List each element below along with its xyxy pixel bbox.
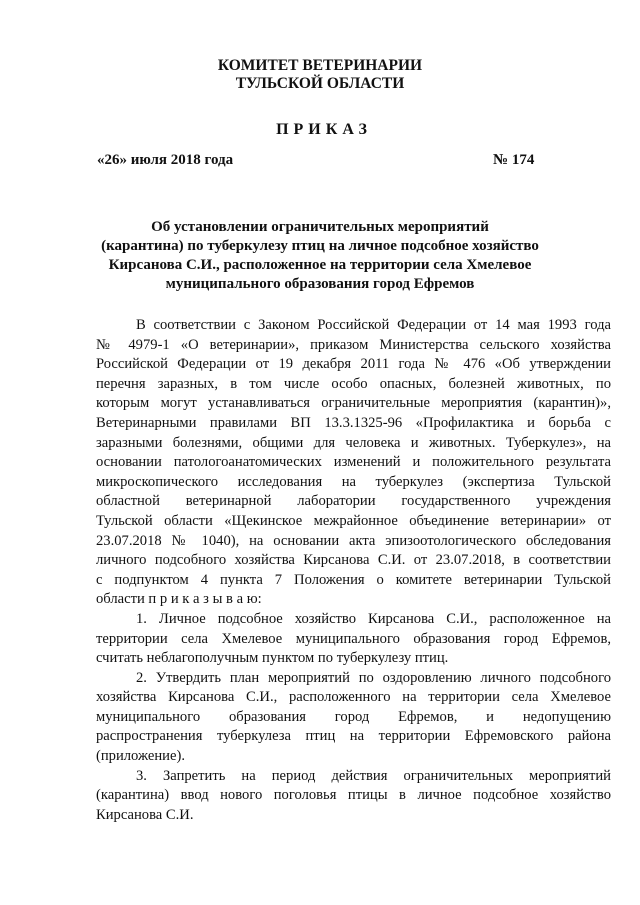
item-3-paragraph — [96, 767, 611, 826]
body-line: 2. Утвердить план мероприятий по оздоровлению личного подсобного — [136, 669, 611, 686]
body-line: хозяйства Кирсанова С.И., расположенного на территории села Хмелевое — [96, 689, 611, 706]
body-line: считать неблагополучным пунктом по туберкулезу птиц. — [96, 650, 449, 667]
body-line: перечня заразных, в том числе особо опасных, болезней животных, по — [96, 375, 611, 392]
body-line: (приложение). — [96, 748, 185, 765]
subject-line: муниципального образования город Ефремов — [165, 276, 475, 292]
body-line: 3. Запретить на период действия ограничительных мероприятий — [136, 767, 611, 784]
body-line: 23.07.2018 № 1040), на основании акта эпизоотологического обследования — [96, 532, 611, 549]
organization-name-line1: КОМИТЕТ ВЕТЕРИНАРИИ — [217, 57, 423, 74]
body-line: микроскопического исследования на туберкулез (экспертиза Тульской — [96, 473, 611, 490]
body-line: территории села Хмелевое муниципального образования город Ефремов, — [96, 630, 611, 647]
body-line: (карантина) ввод нового поголовья птицы в личное подсобное хозяйство — [96, 787, 611, 804]
document-body — [96, 316, 611, 825]
body-line: области п р и к а з ы в а ю: — [96, 591, 262, 608]
body-line: Ветеринарными правилами ВП 13.3.1325-96 «Профилактика и борьба с — [96, 414, 611, 431]
body-line: которым могут устанавливаться ограничительные мероприятия (карантин)», — [96, 395, 611, 412]
body-line: В соответствии с Законом Российской Федерации от 14 мая 1993 года — [136, 317, 611, 333]
body-line: Кирсанова С.И. — [96, 806, 194, 823]
document-subject — [0, 218, 640, 294]
body-line: 1. Личное подсобное хозяйство Кирсанова С.И., расположенное на — [136, 610, 611, 627]
body-line: личного подсобного хозяйства Кирсанова С.И. от 23.07.2018, в соответствии — [96, 552, 611, 569]
document-type: ПРИКАЗ — [276, 121, 372, 138]
item-2-paragraph — [96, 669, 611, 767]
body-line: Тульской области «Щекинское межрайонное объединение ветеринарии» от — [96, 512, 611, 529]
body-line: распространения туберкулеза птиц на территории Ефремовского района — [96, 728, 611, 745]
subject-line: (карантина) по туберкулезу птиц на личное подсобное хозяйство — [101, 238, 539, 254]
body-line: основании патологоанатомических изменений и положительного результата — [96, 454, 611, 471]
subject-line: Кирсанова С.И., расположенное на территории села Хмелевое — [108, 257, 532, 273]
body-line: областной ветеринарной лаборатории государственного учреждения — [96, 493, 611, 510]
body-line: № 4979-1 «О ветеринарии», приказом Министерства сельского хозяйства — [96, 336, 611, 353]
organization-name-line2: ТУЛЬСКОЙ ОБЛАСТИ — [235, 75, 405, 92]
body-line: Российской Федерации от 19 декабря 2011 года № 476 «Об утверждении — [96, 356, 611, 373]
item-1-paragraph — [96, 610, 611, 669]
body-line: с подпунктом 4 пункта 7 Положения о комитете ветеринарии Тульской — [96, 571, 611, 588]
document-number: № 174 — [493, 152, 535, 168]
body-line: заразными болезнями, общими для человека и животных. Туберкулез», на — [96, 434, 611, 451]
document-date: «26» июля 2018 года — [97, 152, 234, 168]
body-line: муниципального образования город Ефремов, и недопущению — [96, 708, 611, 725]
subject-line: Об установлении ограничительных мероприятий — [151, 219, 489, 235]
preamble-paragraph — [96, 316, 611, 610]
